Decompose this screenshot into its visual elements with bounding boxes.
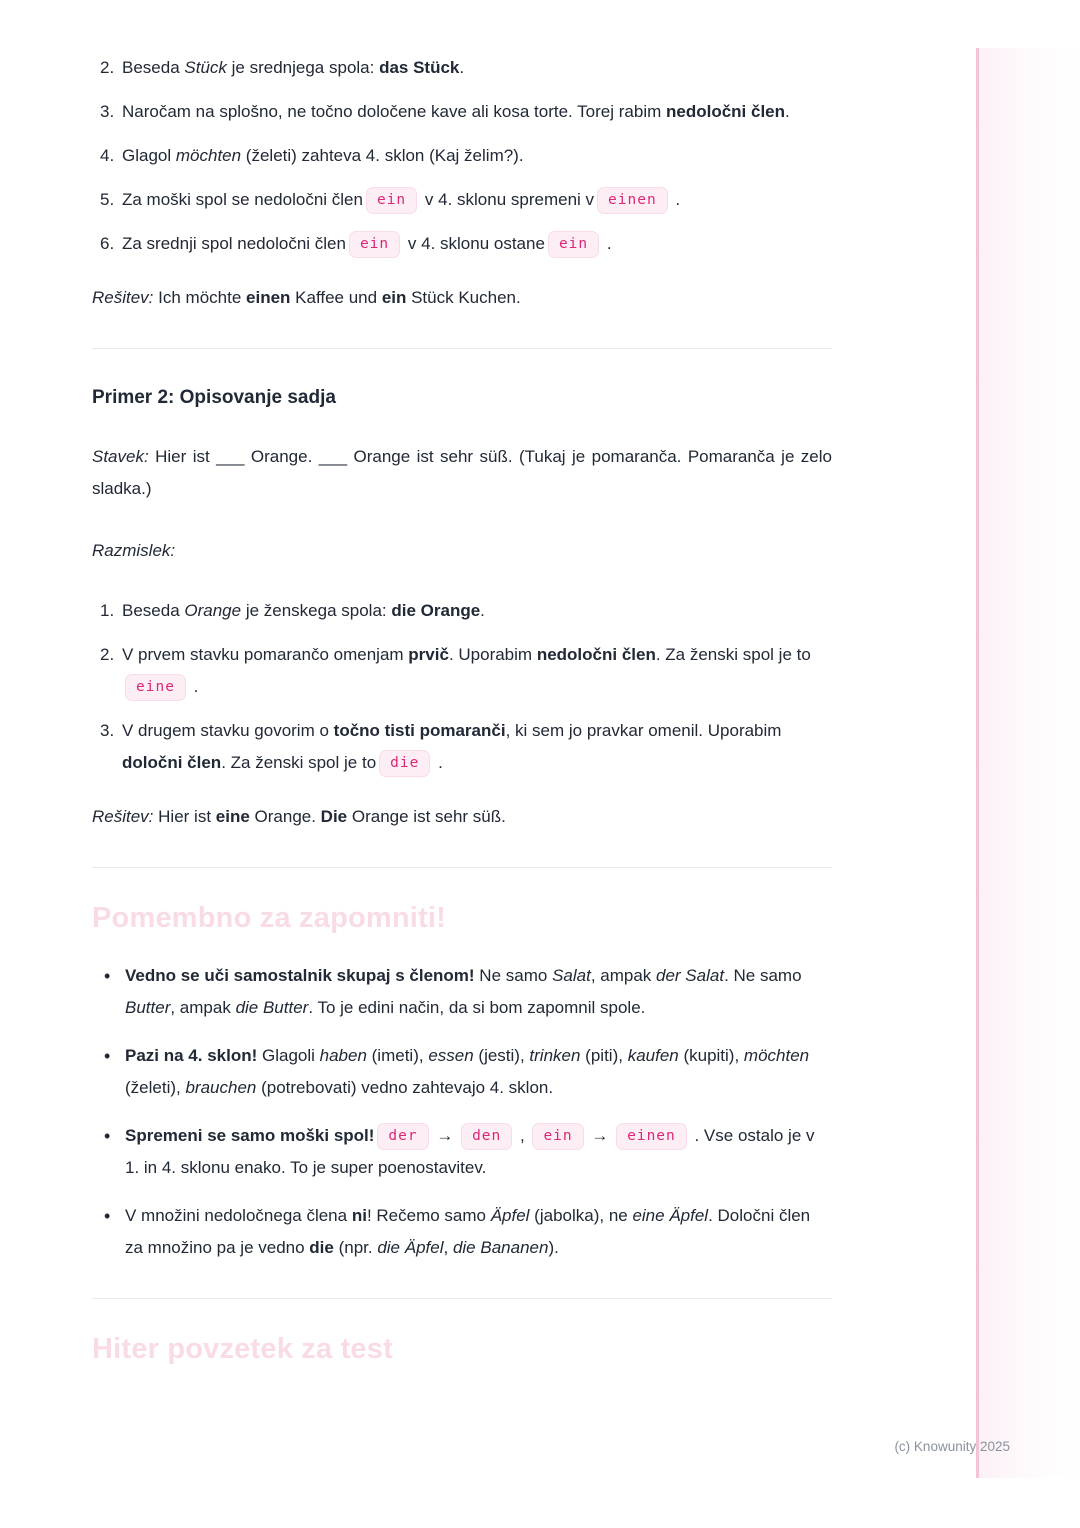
list-number: 4. <box>100 146 115 165</box>
text-segment: Die <box>320 807 348 826</box>
text-segment: Äpfel <box>490 1206 530 1225</box>
text-segment: (želeti), <box>125 1078 186 1097</box>
list-number: 5. <box>100 190 115 209</box>
text-segment: . Ne samo <box>724 966 802 985</box>
bullet-dot: • <box>104 1206 111 1226</box>
text-segment: (kupiti), <box>678 1046 744 1065</box>
text-segment: eine Äpfel <box>632 1206 709 1225</box>
important-bullet-item <box>92 1120 832 1184</box>
text-segment: prvič <box>408 645 449 664</box>
text-segment: die Bananen <box>452 1238 549 1257</box>
text-segment: Salat <box>552 966 591 985</box>
text-segment: kaufen <box>627 1046 679 1065</box>
text-segment: Stück Kuchen. <box>406 288 521 307</box>
list-number: 3. <box>100 102 115 121</box>
text-segment: . <box>785 102 790 121</box>
code-chip: eine <box>125 674 186 701</box>
text-segment: v 4. sklonu ostane <box>403 234 545 253</box>
list-number: 6. <box>100 234 115 253</box>
text-segment: Hier ist ___ Orange. ___ Orange ist sehr süß. (Tukaj je pomaranča. Pomaranča je zelo sladka.) <box>92 447 832 498</box>
summary-heading: Hiter povzetek za test <box>92 1333 393 1365</box>
text-segment: Orange. <box>249 807 321 826</box>
text-segment: . Za ženski spol je to <box>221 753 377 772</box>
primer1-solution <box>92 282 832 314</box>
text-segment: Spremeni se samo moški spol! <box>125 1126 375 1145</box>
text-segment: Stavek: <box>92 447 149 466</box>
text-segment: ). <box>548 1238 559 1257</box>
text-segment: je srednjega spola: <box>226 58 380 77</box>
text-segment: die Butter <box>235 998 309 1017</box>
text-segment: . <box>433 753 443 772</box>
text-segment: essen <box>428 1046 474 1065</box>
list-item-text <box>125 1120 832 1184</box>
primer2-step-item <box>92 715 832 779</box>
code-chip: ein <box>349 231 400 258</box>
text-segment: Orange <box>184 601 242 620</box>
text-segment: trinken <box>529 1046 581 1065</box>
text-segment: . <box>480 601 485 620</box>
text-segment: ! Rečemo samo <box>366 1206 491 1225</box>
text-segment: Rešitev: <box>92 288 154 307</box>
important-bullet-item <box>92 960 832 1024</box>
code-chip: einen <box>597 187 668 214</box>
list-number: 2. <box>100 645 115 664</box>
text-segment: . To je edini način, da si bom zapomnil spole. <box>308 998 646 1017</box>
list-number: 2. <box>100 58 115 77</box>
code-chip: die <box>379 750 430 777</box>
text-segment: nedoločni člen <box>536 645 656 664</box>
text-segment: , ampak <box>170 998 236 1017</box>
text-segment: nedoločni člen <box>665 102 786 121</box>
list-item-text <box>122 715 832 779</box>
primer2-steps-list <box>92 595 832 779</box>
text-segment: Za moški spol se nedoločni člen <box>122 190 363 209</box>
text-segment: . <box>188 677 199 696</box>
text-segment: eine <box>215 807 250 826</box>
bullet-dot: • <box>104 966 111 986</box>
text-segment: Beseda <box>122 601 185 620</box>
text-segment: Ne samo <box>474 966 553 985</box>
copyright-footer: (c) Knowunity 2025 <box>894 1439 1010 1454</box>
text-segment: Glagoli <box>257 1046 320 1065</box>
list-item-text <box>122 52 832 84</box>
text-segment: die <box>309 1238 334 1257</box>
list-item-text <box>125 1200 832 1264</box>
list-item-text <box>122 96 832 128</box>
text-segment: der Salat <box>656 966 725 985</box>
text-segment: ein <box>381 288 407 307</box>
text-segment: Stück <box>184 58 227 77</box>
text-segment: einen <box>246 288 291 307</box>
code-chip: ein <box>548 231 599 258</box>
text-segment: Hier ist <box>153 807 216 826</box>
list-item-text <box>122 184 832 216</box>
text-segment: je ženskega spola: <box>241 601 392 620</box>
text-segment: V drugem stavku govorim o <box>122 721 334 740</box>
list-item-text <box>125 1040 832 1104</box>
list-number: 1. <box>100 601 115 620</box>
primer1-step-item <box>92 184 832 216</box>
text-segment: (npr. <box>333 1238 378 1257</box>
text-segment: Beseda <box>122 58 185 77</box>
text-segment: Glagol <box>122 146 176 165</box>
important-heading: Pomembno za zapomniti! <box>92 902 447 934</box>
text-segment: möchten <box>175 146 242 165</box>
text-segment: haben <box>319 1046 367 1065</box>
text-segment: die Orange <box>391 601 481 620</box>
text-segment: V prvem stavku pomarančo omenjam <box>122 645 409 664</box>
text-segment: Ich möchte <box>153 288 247 307</box>
code-chip: ein <box>366 187 417 214</box>
text-segment: . Določni člen za množino pa je vedno <box>125 1206 811 1257</box>
section-divider <box>92 348 832 349</box>
code-chip: der <box>377 1123 428 1150</box>
text-segment: Za srednji spol nedoločni člen <box>122 234 346 253</box>
primer1-steps-list <box>92 52 832 260</box>
text-segment: → <box>431 1126 459 1145</box>
text-segment: ni <box>351 1206 367 1225</box>
text-segment: (jesti), <box>473 1046 530 1065</box>
text-segment: , <box>515 1126 530 1145</box>
list-item-text <box>122 228 832 260</box>
list-item-text <box>125 960 832 1024</box>
primer1-step-item <box>92 228 832 260</box>
primer1-step-item <box>92 52 832 84</box>
text-segment: Razmislek: <box>92 541 176 560</box>
bullet-dot: • <box>104 1126 111 1146</box>
text-segment: točno tisti pomaranči <box>333 721 506 740</box>
text-segment: (jabolka), ne <box>529 1206 633 1225</box>
text-segment: določni člen <box>122 753 222 772</box>
code-chip: einen <box>616 1123 687 1150</box>
text-segment: , <box>443 1238 453 1257</box>
important-bullet-item <box>92 1200 832 1264</box>
page-edge-line <box>976 48 979 1478</box>
text-segment: (želeti) zahteva 4. sklon (Kaj želim?). <box>241 146 524 165</box>
important-bullet-list <box>92 960 832 1264</box>
text-segment: Orange ist sehr süß. <box>347 807 506 826</box>
primer1-step-item <box>92 140 832 172</box>
list-number: 3. <box>100 721 115 740</box>
primer2-heading: Primer 2: Opisovanje sadja <box>92 387 336 408</box>
text-segment: , ampak <box>590 966 657 985</box>
text-segment: (piti), <box>580 1046 628 1065</box>
text-segment: Naročam na splošno, ne točno določene kave ali kosa torte. Torej rabim <box>122 102 666 121</box>
important-bullet-item <box>92 1040 832 1104</box>
text-segment: . Vse ostalo je v 1. in 4. sklonu enako. To je super poenostavitev. <box>125 1126 815 1177</box>
text-segment: Kaffee und <box>290 288 382 307</box>
text-segment: möchten <box>743 1046 810 1065</box>
list-item-text <box>122 639 832 703</box>
text-segment: Vedno se uči samostalnik skupaj s členom! <box>125 966 475 985</box>
text-segment: die Äpfel <box>377 1238 444 1257</box>
text-segment: . Za ženski spol je to <box>655 645 811 664</box>
text-segment: brauchen <box>185 1078 257 1097</box>
list-item-text <box>122 595 832 627</box>
primer2-solution <box>92 801 832 833</box>
primer1-step-item <box>92 96 832 128</box>
text-segment: das Stück <box>379 58 460 77</box>
primer2-sentence <box>92 441 832 505</box>
text-segment: , ki sem jo pravkar omenil. Uporabim <box>505 721 782 740</box>
primer2-step-item <box>92 639 832 703</box>
text-segment: Rešitev: <box>92 807 154 826</box>
text-segment: . <box>459 58 465 77</box>
section-divider <box>92 867 832 868</box>
text-segment: (imeti), <box>366 1046 429 1065</box>
primer2-step-item <box>92 595 832 627</box>
code-chip: den <box>461 1123 512 1150</box>
bullet-dot: • <box>104 1046 111 1066</box>
text-segment: Butter <box>125 998 171 1017</box>
text-segment: . Uporabim <box>448 645 537 664</box>
text-segment: . <box>602 234 612 253</box>
text-segment: (potrebovati) vedno zahtevajo 4. sklon. <box>256 1078 554 1097</box>
page-edge-highlight <box>979 48 1080 1478</box>
list-item-text <box>122 140 832 172</box>
section-divider <box>92 1298 832 1299</box>
text-segment: → <box>586 1126 614 1145</box>
code-chip: ein <box>532 1123 583 1150</box>
text-segment: v 4. sklonu spremeni v <box>420 190 595 209</box>
text-segment: V množini nedoločnega člena <box>125 1206 352 1225</box>
document-content <box>92 0 832 1367</box>
text-segment: Pazi na 4. sklon! <box>125 1046 258 1065</box>
text-segment: . <box>670 190 681 209</box>
primer2-razmislek-label <box>92 535 832 567</box>
